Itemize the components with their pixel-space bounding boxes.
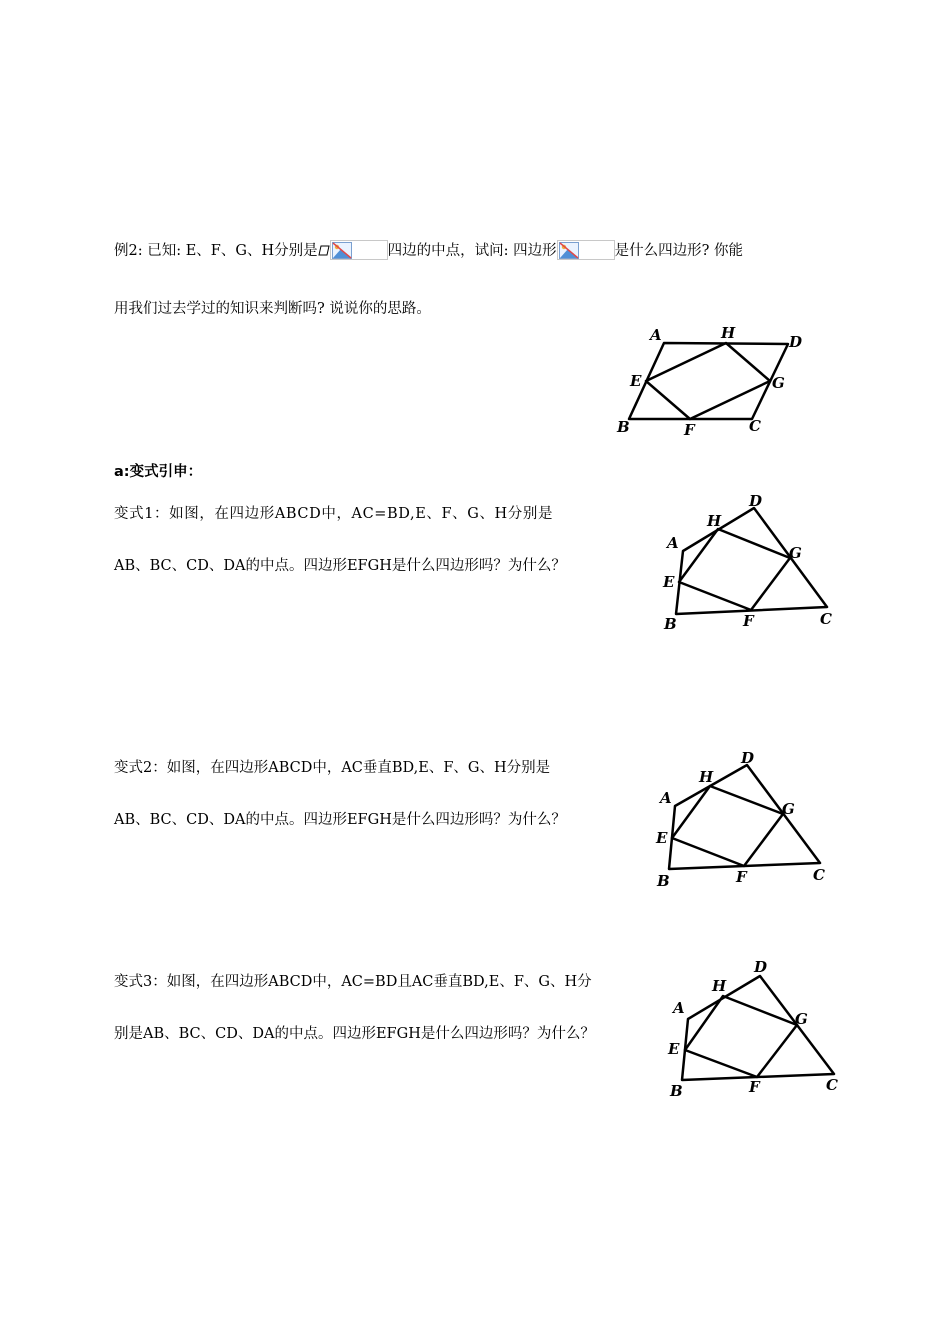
- label-G: G: [772, 374, 785, 392]
- label-B: B: [664, 615, 677, 633]
- variant3-line1: 变式3：如图，在四边形ABCD中，AC=BD且AC垂直BD,E、F、G、H分: [114, 974, 592, 990]
- label-A: A: [667, 534, 679, 552]
- label-B: B: [617, 418, 630, 436]
- label-H: H: [721, 325, 736, 342]
- example2-text-c: 是什么四边形? 你能: [614, 243, 743, 259]
- example2-line1: [114, 240, 743, 261]
- label-B: B: [657, 872, 670, 890]
- label-F: F: [684, 421, 695, 439]
- label-D: D: [789, 333, 803, 351]
- label-G: G: [782, 800, 795, 818]
- label-E: E: [663, 573, 675, 591]
- label-C: C: [820, 610, 832, 628]
- label-D: D: [749, 492, 763, 510]
- label-D: D: [754, 958, 768, 976]
- label-F: F: [749, 1078, 760, 1096]
- label-E: E: [630, 372, 642, 390]
- example2-line2: 用我们过去学过的知识来判断吗? 说说你的思路。: [114, 301, 431, 317]
- label-H: H: [712, 977, 727, 995]
- section-heading: a:变式引申：: [114, 464, 203, 480]
- parallelogram-symbol: [318, 242, 330, 253]
- label-H: H: [699, 768, 714, 786]
- example2-figure: [615, 325, 815, 440]
- label-B: B: [670, 1082, 683, 1100]
- variant1-figure: [655, 490, 840, 635]
- broken-image-icon: [330, 240, 388, 260]
- variant2-line1: 变式2：如图，在四边形ABCD中，AC垂直BD,E、F、G、H分别是: [114, 760, 551, 776]
- variant2-line2: AB、BC、CD、DA的中点。四边形EFGH是什么四边形吗？为什么？: [114, 812, 566, 828]
- label-H: H: [707, 512, 722, 530]
- label-G: G: [795, 1010, 808, 1028]
- variant3-line2: 别是AB、BC、CD、DA的中点。四边形EFGH是什么四边形吗？为什么？: [114, 1026, 595, 1042]
- variant3-figure: [660, 955, 845, 1100]
- label-G: G: [789, 544, 802, 562]
- example2-text-b: 四边的中点，试问: 四边形: [387, 243, 557, 259]
- label-F: F: [743, 612, 754, 630]
- variant1-line2: AB、BC、CD、DA的中点。四边形EFGH是什么四边形吗？为什么？: [114, 558, 566, 574]
- example2-text-a: 例2: 已知: E、F、G、H分别是: [114, 243, 318, 259]
- label-F: F: [736, 868, 747, 886]
- label-E: E: [668, 1040, 680, 1058]
- variant2-figure: [648, 745, 833, 890]
- label-A: A: [660, 789, 672, 807]
- variant1-line1: 变式1：如图，在四边形ABCD中，AC=BD,E、F、G、H分别是: [114, 506, 554, 522]
- label-A: A: [673, 999, 685, 1017]
- label-A: A: [650, 326, 662, 344]
- label-D: D: [741, 749, 755, 767]
- label-C: C: [749, 417, 761, 435]
- label-C: C: [813, 866, 825, 884]
- label-C: C: [826, 1076, 838, 1094]
- broken-image-icon: [557, 240, 615, 260]
- label-E: E: [656, 829, 668, 847]
